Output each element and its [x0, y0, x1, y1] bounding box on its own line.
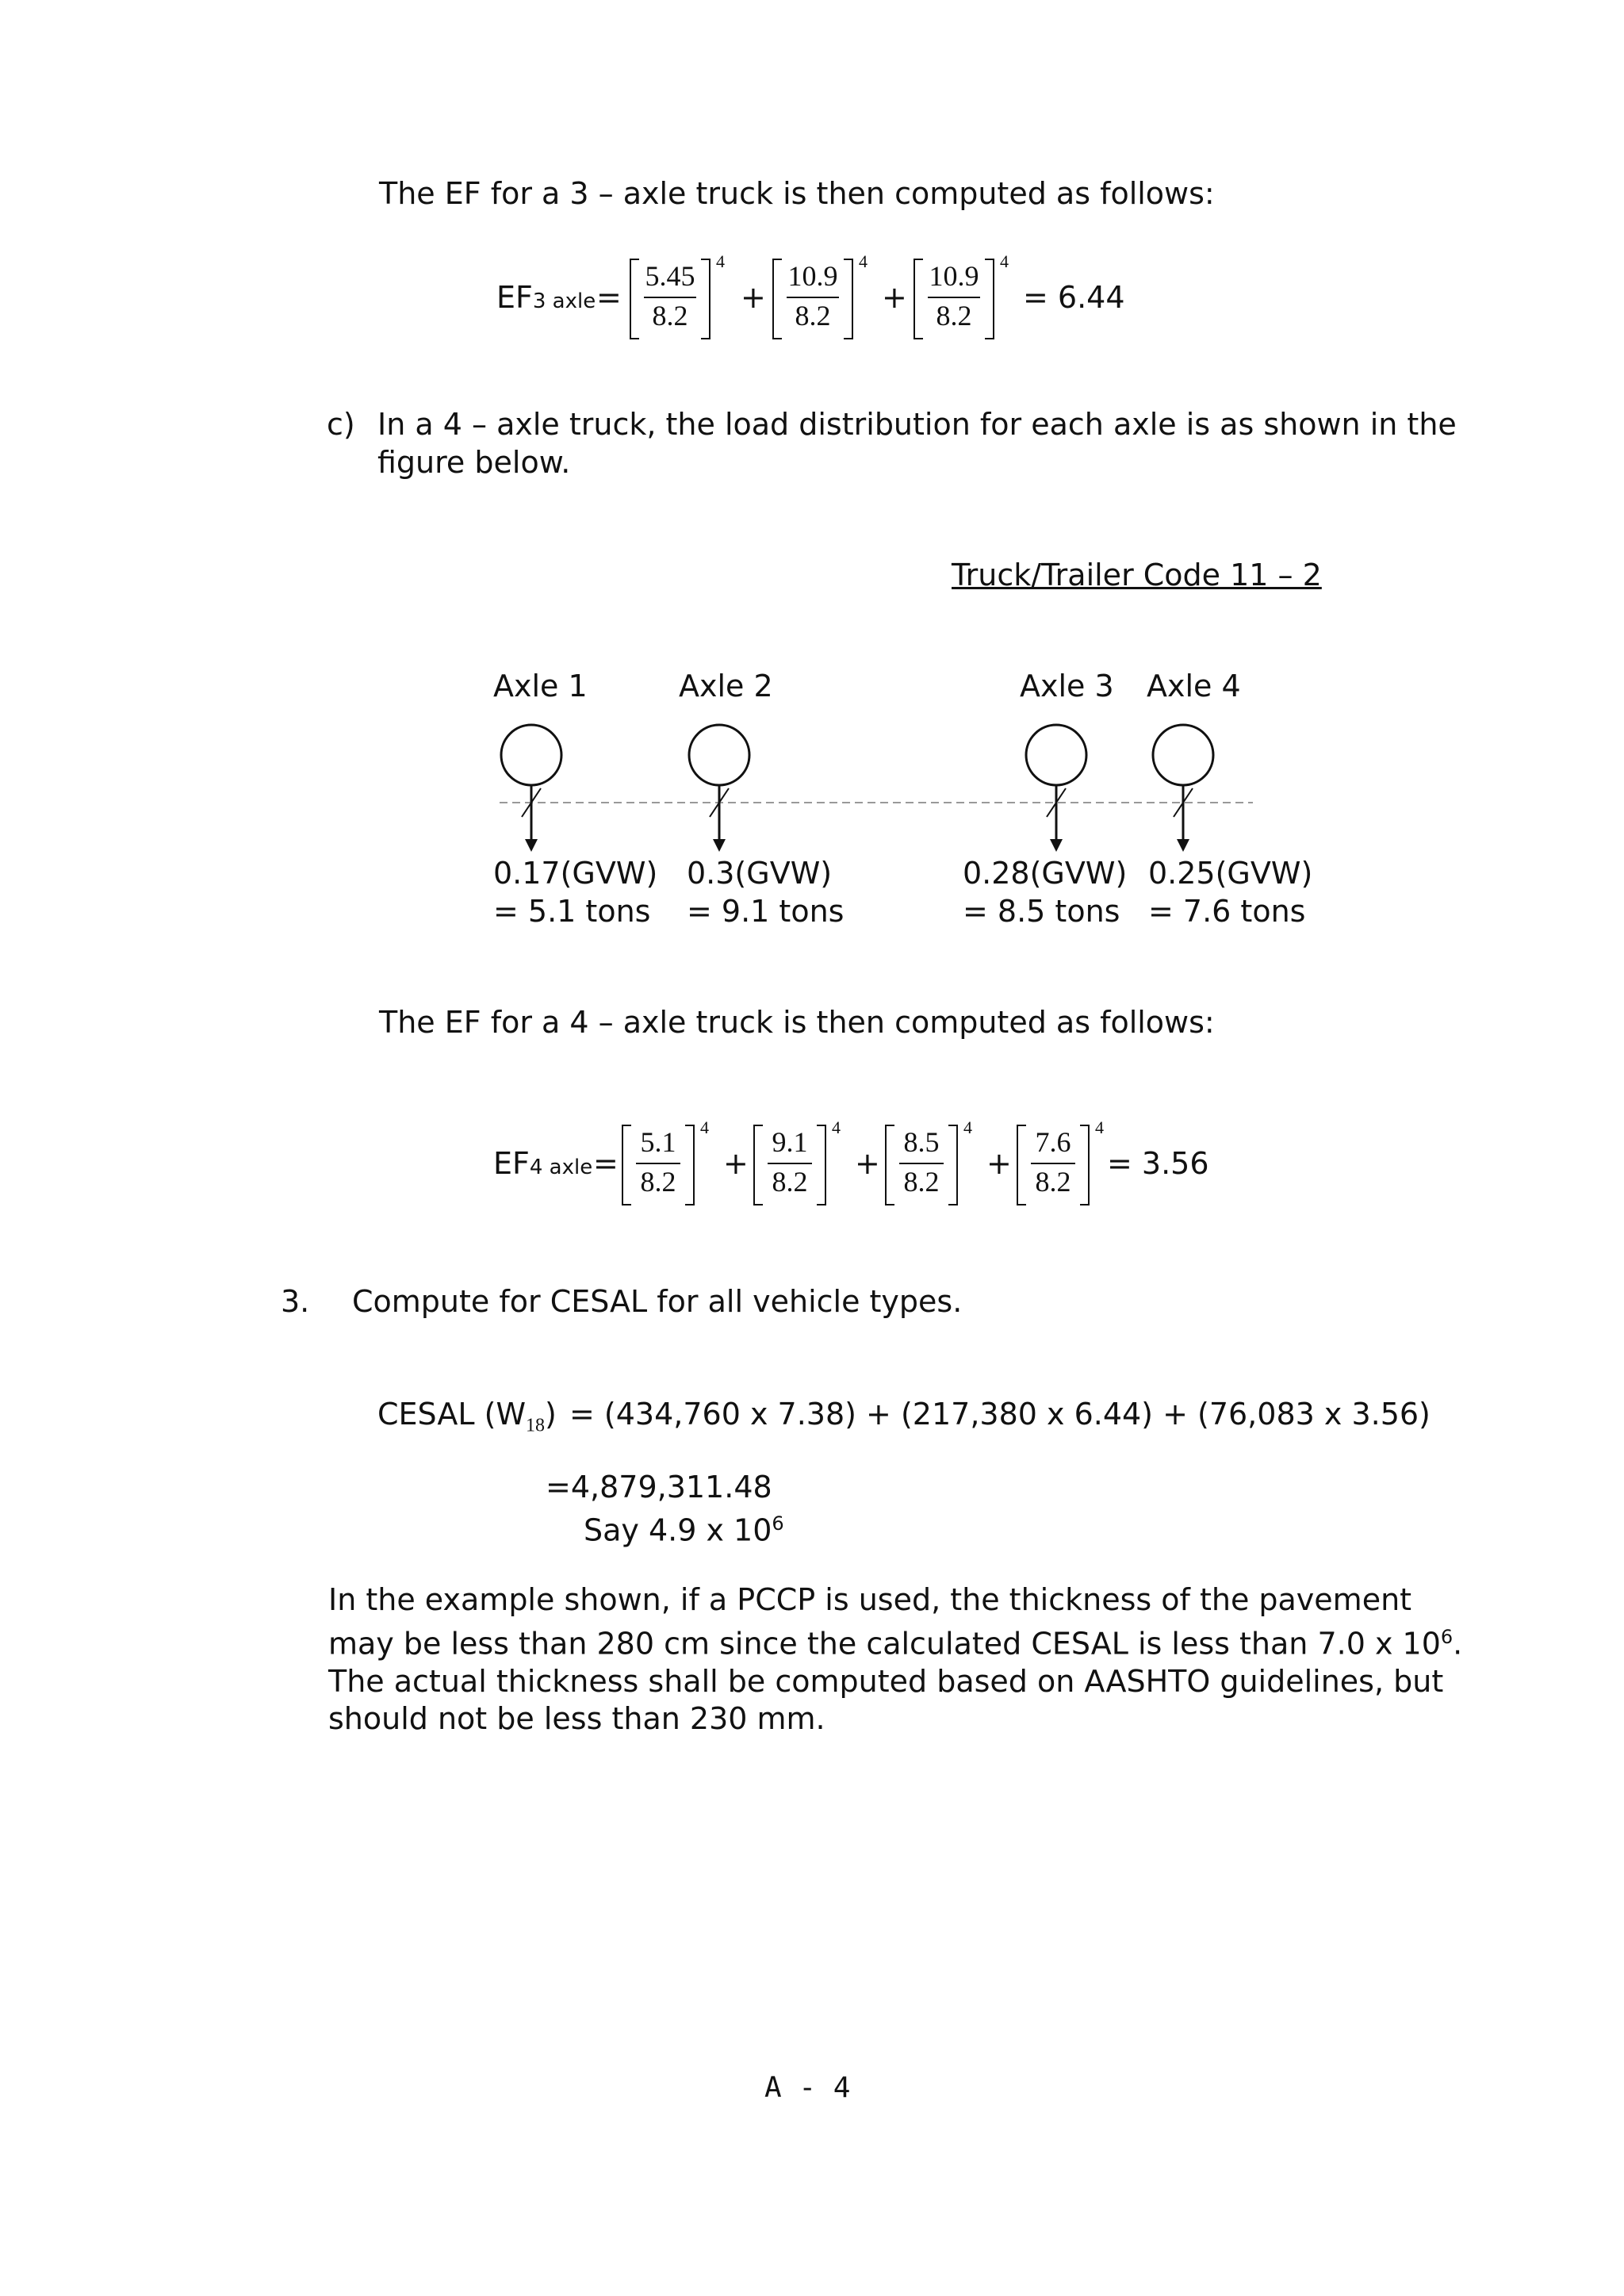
- cesal-say: [584, 1505, 784, 1549]
- ef4-label-sub: 4 axle: [529, 1156, 593, 1179]
- ef4-plus-3: +: [986, 1146, 1012, 1181]
- axle-4-label: Axle 4: [1147, 669, 1241, 703]
- conclusion-line-4: should not be less than 230 mm.: [328, 1700, 825, 1736]
- fraction-denominator: 8.2: [772, 1166, 808, 1198]
- conclusion-paragraph: [328, 1581, 1463, 1738]
- ef3-equals: =: [596, 280, 622, 315]
- axle-2-share: 0.3(GVW): [687, 856, 833, 891]
- conclusion-line-2-end: .: [1453, 1626, 1463, 1662]
- axle-1-wheel-icon: [501, 725, 561, 852]
- step-3-number: 3.: [281, 1284, 310, 1319]
- ef3-fraction-3: [910, 251, 1009, 339]
- cesal-result: =4,879,311.48: [546, 1470, 772, 1504]
- ef4-plus-1: +: [723, 1146, 749, 1181]
- axle-3-load: = 8.5 tons: [963, 894, 1120, 929]
- axle-4-share: 0.25(GVW): [1148, 856, 1313, 891]
- fraction-denominator: 8.2: [903, 1166, 940, 1198]
- ef4-fraction-1: [619, 1117, 709, 1205]
- axle-3-label: Axle 3: [1020, 669, 1114, 703]
- axle-1-load: = 5.1 tons: [493, 894, 651, 929]
- cesal-say-main: Say 4.9 x 10: [584, 1512, 772, 1548]
- fraction-exponent: 4: [859, 251, 868, 271]
- fraction-denominator: 8.2: [652, 300, 688, 332]
- fraction-exponent: 4: [963, 1117, 972, 1137]
- ef3-fraction-2: [769, 251, 868, 339]
- axle-2-label: Axle 2: [679, 669, 773, 703]
- ef4-label: [493, 1145, 592, 1186]
- axle-1-share: 0.17(GVW): [493, 856, 658, 891]
- cesal-label: [377, 1396, 557, 1444]
- fraction-exponent: 4: [716, 251, 725, 271]
- conclusion-line-1: In the example shown, if a PCCP is used, the thickness of the pavement: [328, 1582, 1412, 1617]
- fraction-exponent: 4: [700, 1117, 709, 1137]
- fraction-denominator: 8.2: [795, 300, 831, 332]
- axle-4-wheel-icon: [1153, 725, 1213, 852]
- ef4-result: = 3.56: [1107, 1146, 1209, 1181]
- fraction-numerator: 8.5: [903, 1126, 940, 1158]
- ef3-plus-1: +: [741, 280, 766, 315]
- step-3-text: Compute for CESAL for all vehicle types.: [352, 1284, 963, 1319]
- section-c-line-2: figure below.: [377, 445, 571, 480]
- fraction-numerator: 10.9: [929, 260, 979, 292]
- fraction-numerator: 7.6: [1035, 1126, 1071, 1158]
- conclusion-line-2: [328, 1619, 1463, 1663]
- ef4-fraction-2: [750, 1117, 841, 1205]
- conclusion-line-2-main: may be less than 280 cm since the calculated CESAL is less than 7.0 x 10: [328, 1626, 1441, 1662]
- ef3-result: = 6.44: [1023, 280, 1125, 315]
- truck-trailer-code: Truck/Trailer Code 11 – 2: [952, 558, 1322, 592]
- page-number: A - 4: [764, 2072, 851, 2104]
- ef4-fraction-3: [882, 1117, 972, 1205]
- ef3-fraction-1: [626, 251, 725, 339]
- axle-4-load: = 7.6 tons: [1148, 894, 1306, 929]
- ef3-plus-2: +: [882, 280, 907, 315]
- ef4-plus-2: +: [855, 1146, 880, 1181]
- axle-3-wheel-icon: [1026, 725, 1086, 852]
- section-c-marker: c): [327, 407, 355, 442]
- conclusion-line-2-exp: 6: [1440, 1626, 1454, 1648]
- axle-1-label: Axle 1: [493, 669, 588, 703]
- fraction-denominator: 8.2: [1035, 1166, 1071, 1198]
- cesal-say-exp: 6: [772, 1512, 784, 1535]
- axle-diagram: [476, 706, 1285, 857]
- fraction-numerator: 5.1: [640, 1126, 676, 1158]
- axle-2-load: = 9.1 tons: [687, 894, 845, 929]
- ef4-equals: =: [593, 1146, 619, 1181]
- fraction-exponent: 4: [1000, 251, 1009, 271]
- fraction-denominator: 8.2: [640, 1166, 676, 1198]
- cesal-expression: = (434,760 x 7.38) + (217,380 x 6.44) + (76,083 x 3.56): [569, 1397, 1431, 1432]
- fraction-exponent: 4: [1095, 1117, 1104, 1137]
- conclusion-line-3: The actual thickness shall be computed based on AASHTO guidelines, but: [328, 1663, 1444, 1699]
- ef4-label-main: EF: [493, 1146, 530, 1181]
- ef4-intro: The EF for a 4 – axle truck is then computed as follows:: [379, 1005, 1215, 1040]
- fraction-exponent: 4: [832, 1117, 841, 1137]
- fraction-denominator: 8.2: [936, 300, 972, 332]
- ef3-label-sub: 3 axle: [532, 289, 596, 313]
- section-c-line-1: In a 4 – axle truck, the load distribution for each axle is as shown in the: [377, 407, 1457, 442]
- axle-2-wheel-icon: [689, 725, 749, 852]
- axle-3-share: 0.28(GVW): [963, 856, 1128, 891]
- fraction-numerator: 9.1: [772, 1126, 808, 1158]
- fraction-numerator: 5.45: [645, 260, 695, 292]
- fraction-numerator: 10.9: [787, 260, 838, 292]
- ef3-intro: The EF for a 3 – axle truck is then computed as follows:: [379, 176, 1215, 211]
- cesal-label-close: ): [545, 1397, 557, 1432]
- cesal-label-main: CESAL (W: [377, 1397, 527, 1432]
- ef3-label-main: EF: [496, 280, 533, 315]
- ef3-label: [496, 279, 596, 320]
- ef4-fraction-4: [1013, 1117, 1104, 1205]
- cesal-label-sub: 18: [526, 1415, 546, 1436]
